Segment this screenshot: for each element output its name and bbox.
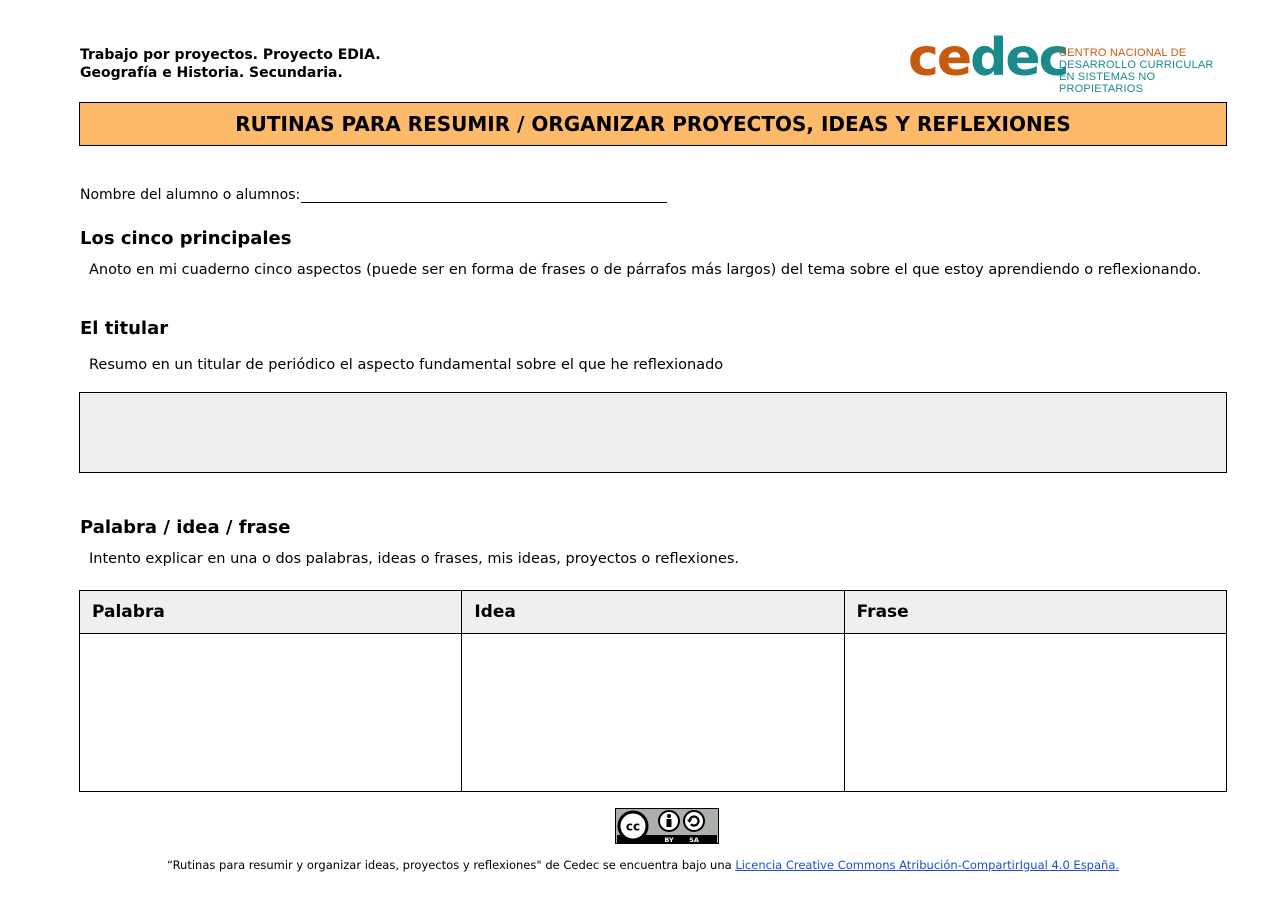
- cell-palabra[interactable]: [80, 634, 462, 792]
- license-statement: “Rutinas para resumir y organizar ideas, proyectos y reflexiones" de Cedec se encuentra bajo una: [166, 858, 736, 872]
- header-project-line: Trabajo por proyectos. Proyecto EDIA.: [80, 47, 381, 63]
- cc-logo-icon: [619, 812, 647, 840]
- svg-text:cc: cc: [625, 819, 641, 834]
- section-heading-titular: El titular: [80, 318, 169, 339]
- student-name-blank[interactable]: [301, 188, 667, 203]
- share-alike-icon: [684, 811, 704, 831]
- cell-idea[interactable]: [462, 634, 844, 792]
- title-banner: [79, 102, 1227, 146]
- student-name-field: [80, 187, 667, 203]
- cedec-logo-subtitle: CENTRO NACIONAL DE DESARROLLO CURRICULAR EN SISTEMAS NO PROPIETARIOS: [1059, 47, 1214, 95]
- student-name-label: Nombre del alumno o alumnos:: [80, 187, 301, 203]
- svg-text:SA: SA: [689, 836, 699, 844]
- column-header-frase: Frase: [844, 591, 1226, 634]
- column-header-palabra: Palabra: [80, 591, 462, 634]
- license-link[interactable]: Licencia Creative Commons Atribución-CompartirIgual 4.0 España.: [735, 858, 1120, 872]
- section-heading-cinco: Los cinco principales: [80, 228, 292, 249]
- section-text-cinco: Anoto en mi cuaderno cinco aspectos (puede ser en forma de frases o de párrafos más largos) del tema sobre el que estoy aprendiendo o reflexionando.: [89, 262, 1202, 278]
- svg-text:BY: BY: [664, 836, 674, 844]
- cc-by-sa-license-badge: [615, 808, 719, 844]
- attribution-icon: [659, 811, 679, 831]
- table-header-row: [80, 591, 1227, 634]
- section-text-titular: Resumo en un titular de periódico el aspecto fundamental sobre el que he reflexionado: [89, 357, 724, 373]
- page-title: RUTINAS PARA RESUMIR / ORGANIZAR PROYECTOS, IDEAS Y REFLEXIONES: [235, 112, 1071, 136]
- header-subject-line: Geografía e Historia. Secundaria.: [80, 65, 343, 81]
- cell-frase[interactable]: [844, 634, 1226, 792]
- titular-answer-box[interactable]: [79, 392, 1227, 473]
- cedec-logo: [908, 28, 1228, 95]
- document-header: [80, 46, 381, 82]
- palabra-idea-frase-table: [79, 590, 1227, 792]
- cedec-logo-wordmark: cedec: [908, 28, 1068, 88]
- license-footer: [0, 858, 1286, 872]
- section-text-palabra: Intento explicar en una o dos palabras, ideas o frases, mis ideas, proyectos o reflexiones.: [89, 551, 740, 567]
- section-heading-palabra: Palabra / idea / frase: [80, 517, 291, 538]
- table-row: [80, 634, 1227, 792]
- column-header-idea: Idea: [462, 591, 844, 634]
